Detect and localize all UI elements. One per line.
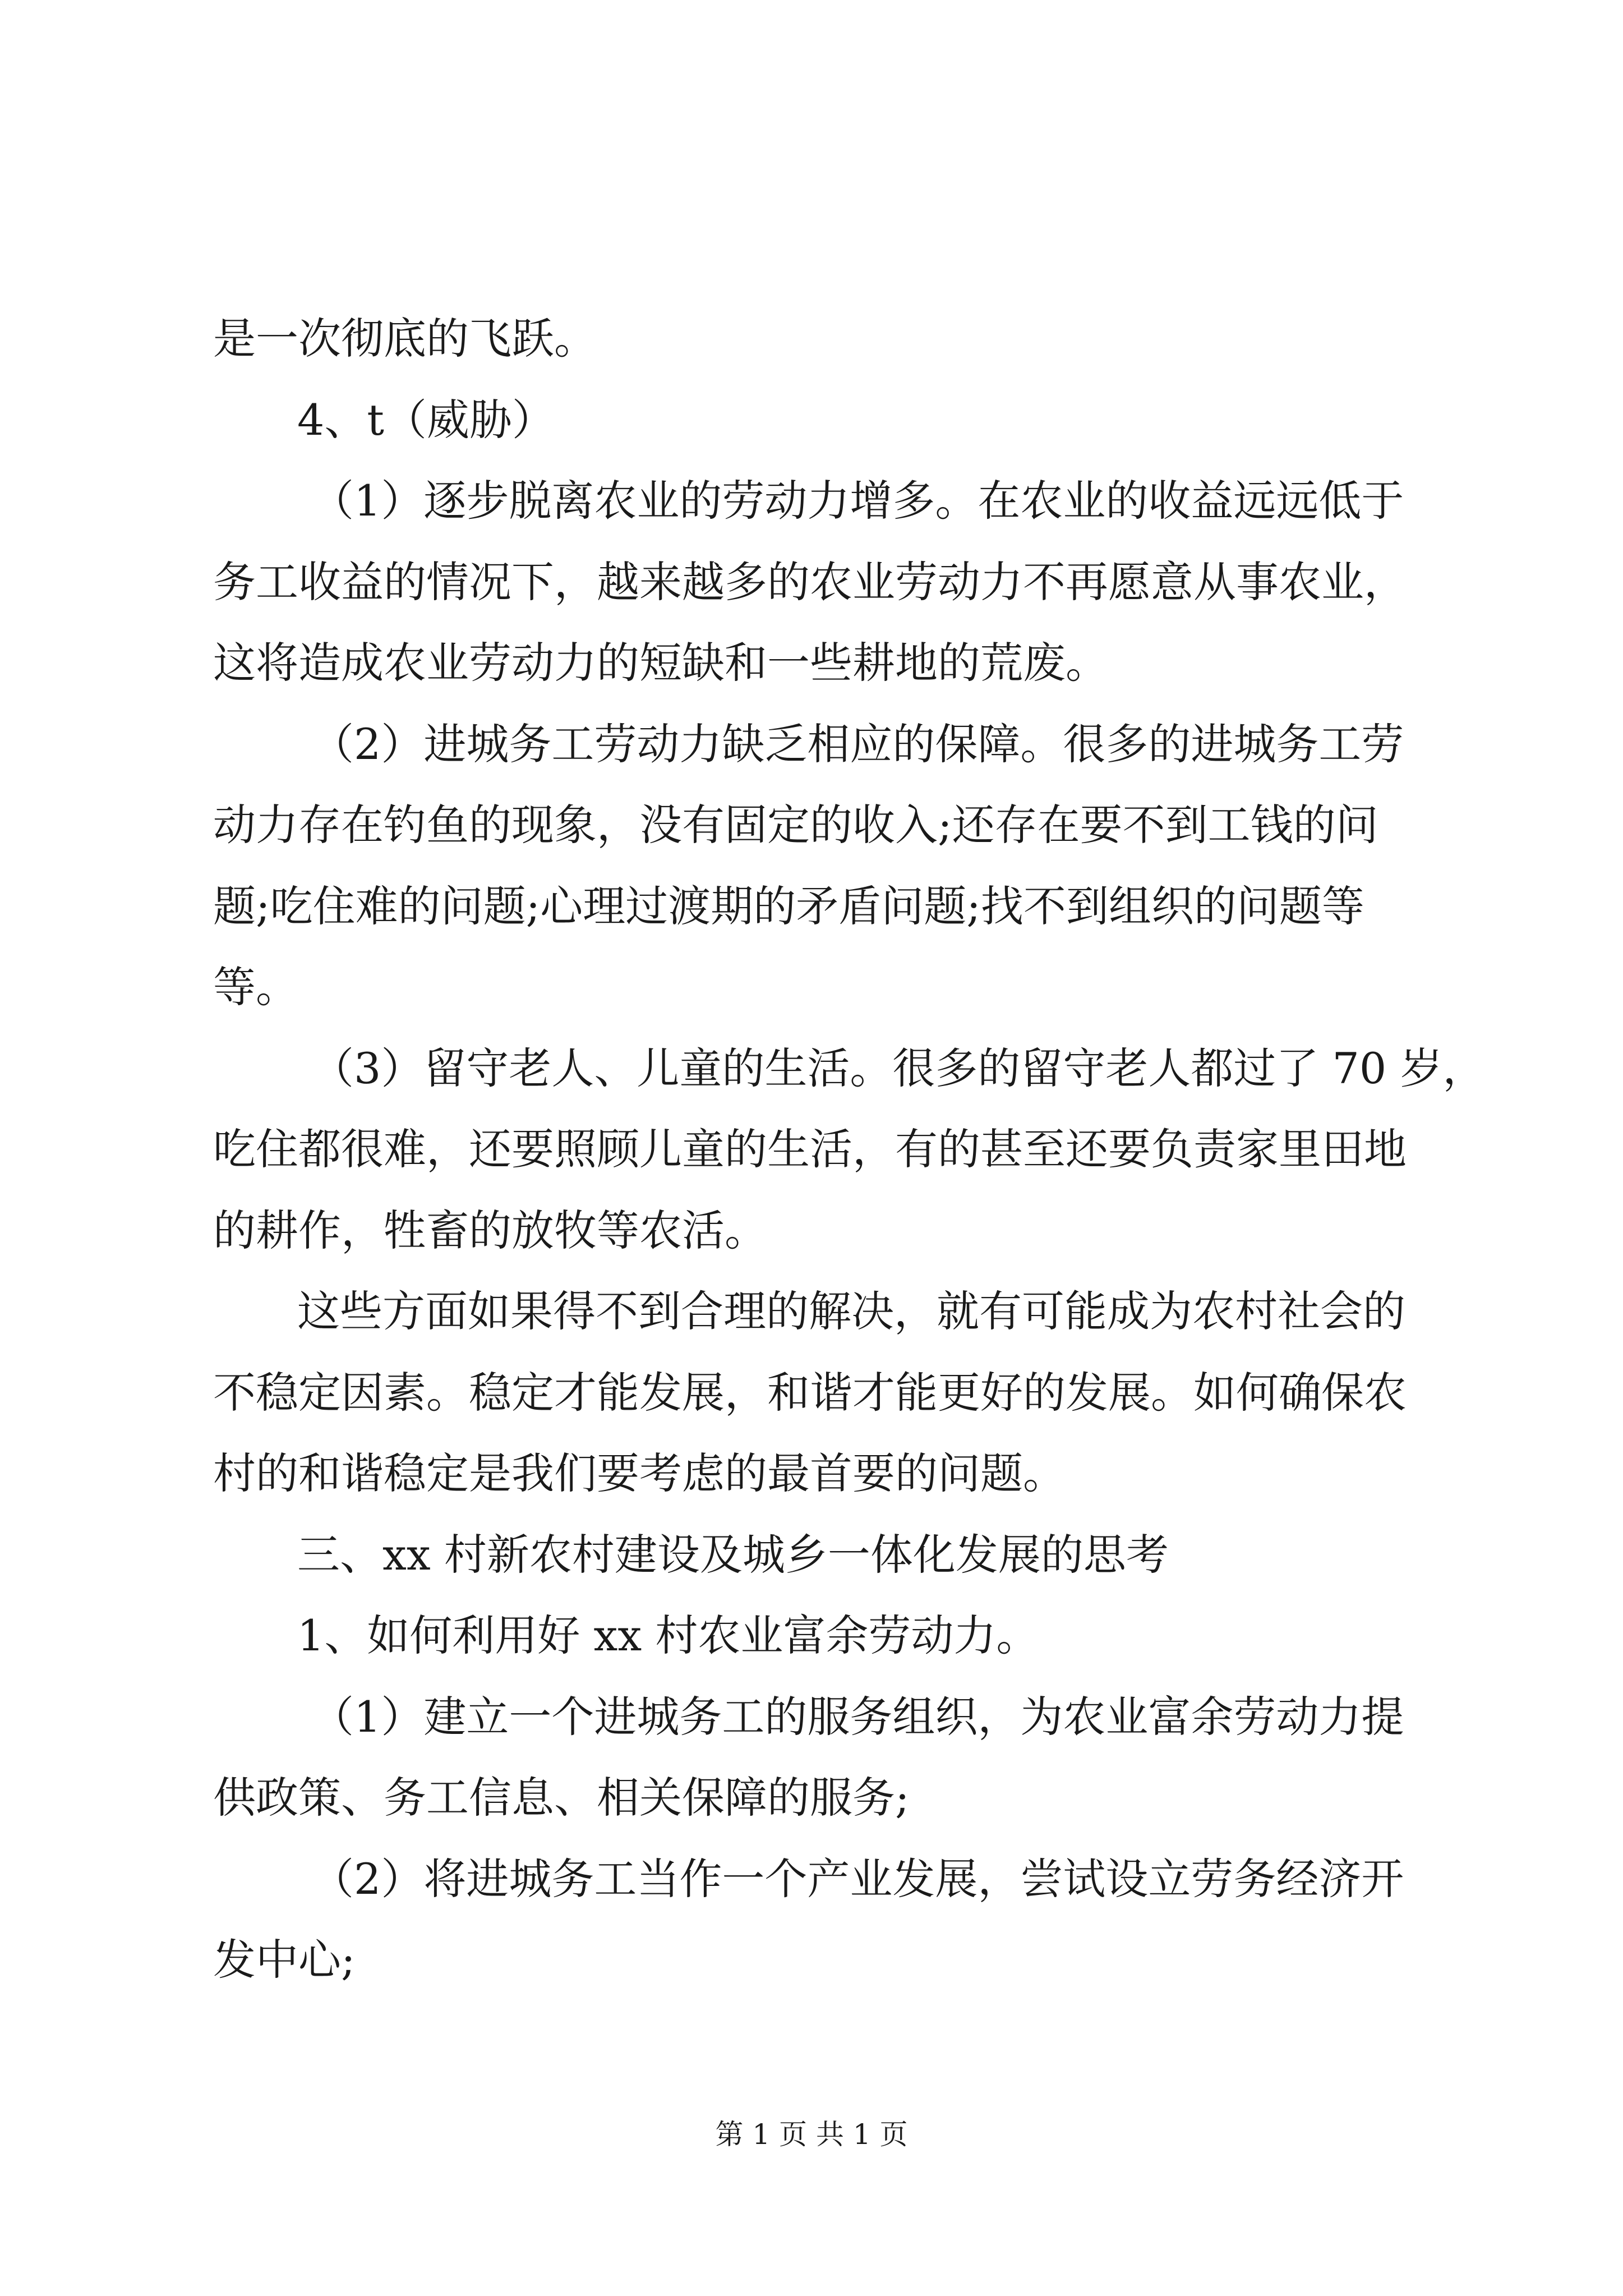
text-line: 题;吃住难的问题;心理过渡期的矛盾问题;找不到组织的问题等	[213, 881, 1364, 931]
section-heading: 三、xx 村新农村建设及城乡一体化发展的思考	[297, 1530, 1169, 1580]
text-line: 等。	[213, 962, 298, 1012]
text-line: （2）将进城务工当作一个产业发展，尝试设立劳务经济开	[311, 1854, 1404, 1904]
text-line: 发中心;	[213, 1935, 356, 1985]
text-line: 村的和谐稳定是我们要考虑的最首要的问题。	[213, 1448, 1066, 1498]
text-line: 不稳定因素。稳定才能发展，和谐才能更好的发展。如何确保农	[213, 1368, 1407, 1418]
page-footer: 第 1 页 共 1 页	[715, 2118, 908, 2151]
text-line: 动力存在钓鱼的现象，没有固定的收入;还存在要不到工钱的问	[213, 800, 1378, 850]
text-line: （1）逐步脱离农业的劳动力增多。在农业的收益远远低于	[311, 476, 1404, 526]
text-line: 的耕作，牲畜的放牧等农活。	[213, 1205, 767, 1255]
text-line: 吃住都很难，还要照顾儿童的生活，有的甚至还要负责家里田地	[213, 1124, 1407, 1174]
text-line: 是一次彻底的飞跃。	[213, 314, 597, 364]
text-line: 这将造成农业劳动力的短缺和一些耕地的荒废。	[213, 638, 1108, 688]
text-line: 供政策、务工信息、相关保障的服务;	[213, 1773, 910, 1823]
text-line: 这些方面如果得不到合理的解决，就有可能成为农村社会的	[297, 1286, 1405, 1336]
text-line: （2）进城务工劳动力缺乏相应的保障。很多的进城务工劳	[311, 719, 1404, 769]
text-line: （3）留守老人、儿童的生活。很多的留守老人都过了 70 岁，	[311, 1043, 1486, 1093]
section-heading: 4、t（威胁）	[297, 395, 555, 445]
section-heading: 1、如何利用好 xx 村农业富余劳动力。	[297, 1611, 1039, 1660]
text-line: 务工收益的情况下，越来越多的农业劳动力不再愿意从事农业，	[213, 557, 1407, 607]
text-line: （1）建立一个进城务工的服务组织，为农业富余劳动力提	[311, 1692, 1404, 1742]
